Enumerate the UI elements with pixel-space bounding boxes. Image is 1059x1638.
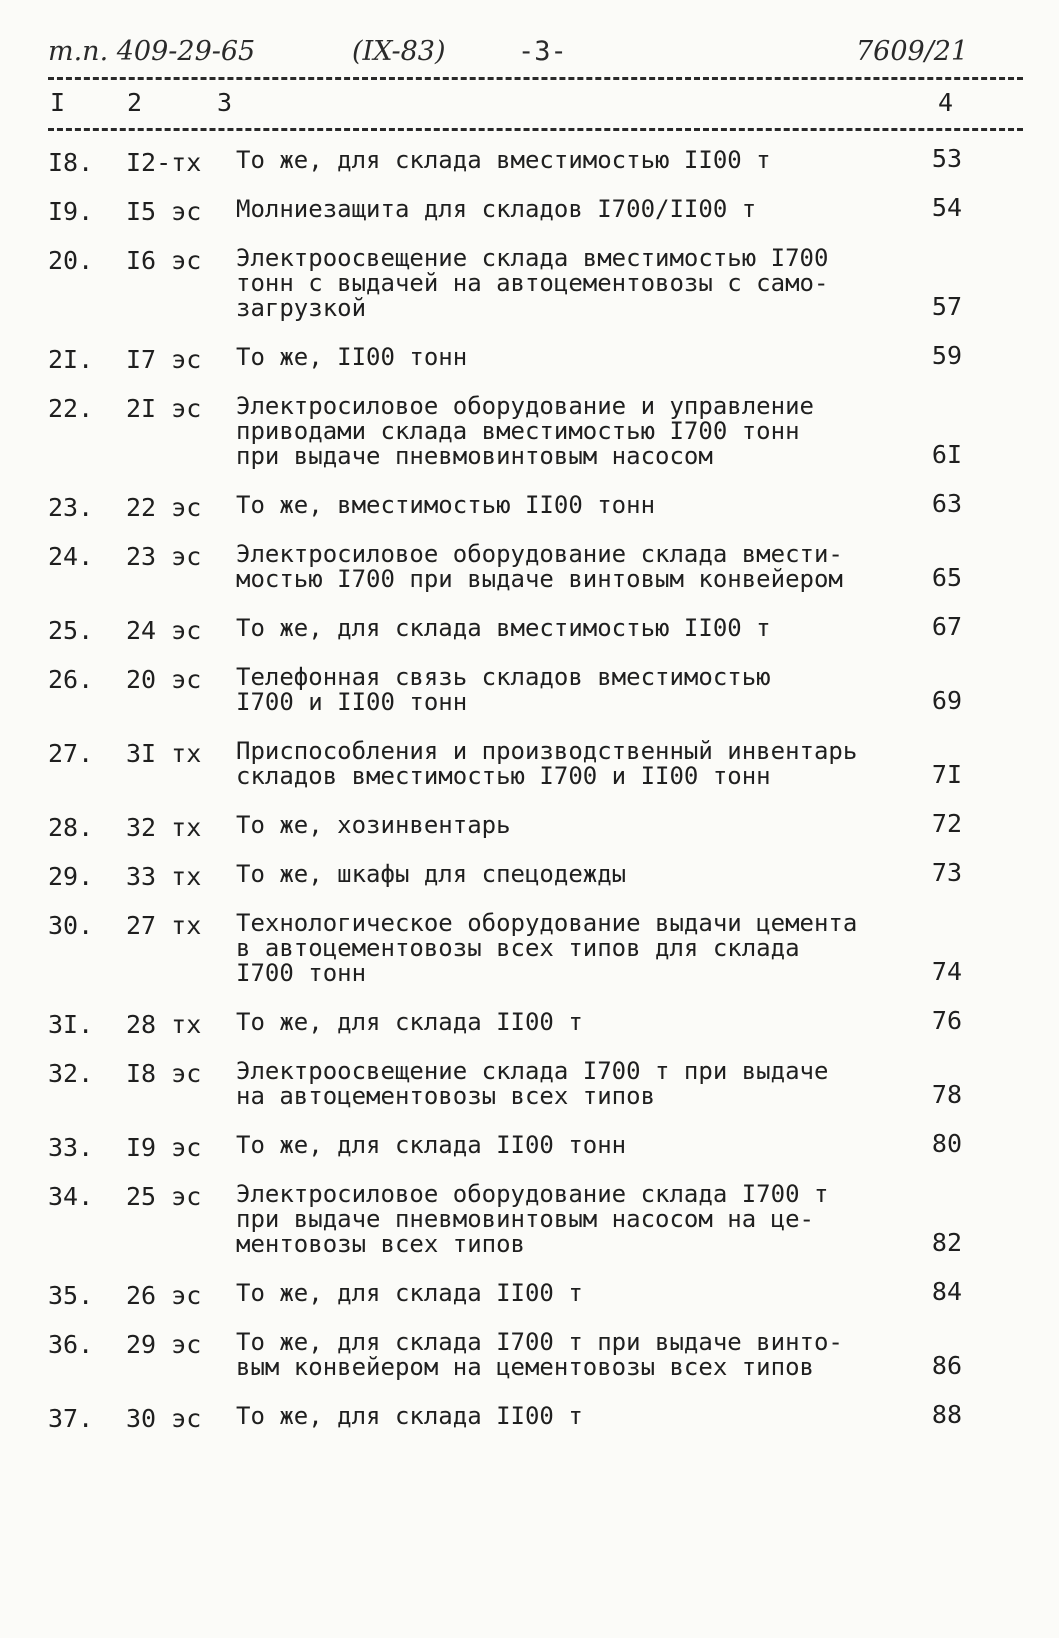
description-line: То же, для склада II00 т bbox=[236, 1402, 583, 1430]
row-number: 29. bbox=[48, 862, 94, 891]
row-number: 25. bbox=[48, 616, 94, 645]
description-line: в автоцементовозы всех типов для склада bbox=[236, 934, 800, 962]
description-line: То же, II00 тонн bbox=[236, 343, 468, 371]
row-number: 3I. bbox=[48, 1010, 94, 1039]
row-number: 27. bbox=[48, 739, 94, 768]
doc-code: т.п. 409-29-65 bbox=[48, 36, 256, 67]
description-line: То же, для склада I700 т при выдаче винто- bbox=[236, 1328, 843, 1356]
row-description bbox=[236, 616, 926, 641]
page-ref: 7I bbox=[931, 760, 962, 789]
table-row bbox=[48, 809, 968, 842]
description-line: То же, хозинвентарь bbox=[236, 811, 511, 839]
row-description bbox=[236, 1404, 926, 1429]
row-description bbox=[236, 911, 926, 986]
page-ref: 54 bbox=[931, 193, 962, 222]
page-ref: 65 bbox=[931, 563, 962, 592]
page-number: -3- bbox=[518, 36, 567, 67]
sheet-code: 33 тх bbox=[126, 862, 202, 891]
description-line: Электроосвещение склада I700 т при выдаче bbox=[236, 1057, 829, 1085]
description-line: при выдаче пневмовинтовым насосом на це- bbox=[236, 1205, 814, 1233]
row-number: 33. bbox=[48, 1133, 94, 1162]
page-ref: 53 bbox=[931, 144, 962, 173]
description-line: То же, шкафы для спецодежды bbox=[236, 860, 627, 888]
page-ref: 88 bbox=[931, 1400, 962, 1429]
column-header-2: 2 bbox=[127, 88, 143, 117]
page-ref: 63 bbox=[931, 489, 962, 518]
row-description bbox=[236, 493, 926, 518]
table-row bbox=[48, 858, 968, 891]
sheet-code: 20 эс bbox=[126, 665, 202, 694]
row-number: 2I. bbox=[48, 345, 94, 374]
row-number: 35. bbox=[48, 1281, 94, 1310]
page-ref: 82 bbox=[931, 1228, 962, 1257]
description-line: То же, для склада вместимостью II00 т bbox=[236, 146, 771, 174]
description-line: I700 тонн bbox=[236, 959, 367, 987]
row-number: 23. bbox=[48, 493, 94, 522]
table-row bbox=[48, 1059, 968, 1109]
row-description bbox=[236, 1133, 926, 1158]
description-line: Молниезащита для складов I700/II00 т bbox=[236, 195, 757, 223]
row-description bbox=[236, 1010, 926, 1035]
table-row bbox=[48, 1277, 968, 1310]
page-ref: 84 bbox=[931, 1277, 962, 1306]
table-row bbox=[48, 1006, 968, 1039]
row-description bbox=[236, 1281, 926, 1306]
description-line: I700 и II00 тонн bbox=[236, 688, 468, 716]
description-line: складов вместимостью I700 и II00 тонн bbox=[236, 762, 771, 790]
description-line: Электросиловое оборудование склада I700 т bbox=[236, 1180, 829, 1208]
row-number: 34. bbox=[48, 1182, 94, 1211]
table-row bbox=[48, 1129, 968, 1162]
table-row bbox=[48, 1400, 968, 1433]
sheet-code: 32 тх bbox=[126, 813, 202, 842]
page-ref: 57 bbox=[931, 292, 962, 321]
table-row bbox=[48, 1330, 968, 1380]
description-line: Электросиловое оборудование склада вмести- bbox=[236, 540, 843, 568]
column-header-1: I bbox=[50, 88, 66, 117]
table-row bbox=[48, 144, 968, 177]
sheet-code: I7 эс bbox=[126, 345, 202, 374]
description-line: Электросиловое оборудование и управление bbox=[236, 392, 814, 420]
contents-table bbox=[48, 144, 968, 1453]
description-line: То же, для склада II00 т bbox=[236, 1279, 583, 1307]
row-number: 24. bbox=[48, 542, 94, 571]
column-header-3: 3 bbox=[217, 88, 233, 117]
description-line: тонн с выдачей на автоцементовозы с само- bbox=[236, 269, 829, 297]
sheet-code: 30 эс bbox=[126, 1404, 202, 1433]
sheet-code: I5 эс bbox=[126, 197, 202, 226]
row-description bbox=[236, 739, 926, 789]
table-row bbox=[48, 911, 968, 986]
doc-date: (IX-83) bbox=[352, 36, 446, 67]
page-ref: 6I bbox=[931, 440, 962, 469]
page-ref: 59 bbox=[931, 341, 962, 370]
table-row bbox=[48, 246, 968, 321]
page-ref: 80 bbox=[931, 1129, 962, 1158]
table-row bbox=[48, 1182, 968, 1257]
row-number: 22. bbox=[48, 394, 94, 423]
description-line: при выдаче пневмовинтовым насосом bbox=[236, 442, 713, 470]
sheet-code: 2I эс bbox=[126, 394, 202, 423]
description-line: ментовозы всех типов bbox=[236, 1230, 525, 1258]
table-row bbox=[48, 193, 968, 226]
dashed-rule-header bbox=[48, 128, 1023, 131]
sheet-code: 27 тх bbox=[126, 911, 202, 940]
row-description bbox=[236, 813, 926, 838]
page-ref: 73 bbox=[931, 858, 962, 887]
row-description bbox=[236, 1059, 926, 1109]
sheet-code: I8 эс bbox=[126, 1059, 202, 1088]
row-description bbox=[236, 862, 926, 887]
row-description bbox=[236, 1330, 926, 1380]
dashed-rule-top bbox=[48, 77, 1023, 80]
sheet-code: I6 эс bbox=[126, 246, 202, 275]
page-ref: 69 bbox=[931, 686, 962, 715]
description-line: То же, вместимостью II00 тонн bbox=[236, 491, 656, 519]
description-line: То же, для склада II00 тонн bbox=[236, 1131, 627, 1159]
sheet-code: 25 эс bbox=[126, 1182, 202, 1211]
table-row bbox=[48, 394, 968, 469]
description-line: вым конвейером на цементовозы всех типов bbox=[236, 1353, 814, 1381]
row-description bbox=[236, 665, 926, 715]
description-line: на автоцементовозы всех типов bbox=[236, 1082, 656, 1110]
row-description bbox=[236, 394, 926, 469]
table-row bbox=[48, 665, 968, 715]
row-description bbox=[236, 197, 926, 222]
sheet-code: I9 эс bbox=[126, 1133, 202, 1162]
row-number: 30. bbox=[48, 911, 94, 940]
description-line: То же, для склада вместимостью II00 т bbox=[236, 614, 771, 642]
sheet-code: 28 тх bbox=[126, 1010, 202, 1039]
description-line: Электроосвещение склада вместимостью I700 bbox=[236, 244, 829, 272]
description-line: мостью I700 при выдаче винтовым конвейером bbox=[236, 565, 843, 593]
row-description bbox=[236, 246, 926, 321]
page-ref: 72 bbox=[931, 809, 962, 838]
page-ref: 86 bbox=[931, 1351, 962, 1380]
description-line: То же, для склада II00 т bbox=[236, 1008, 583, 1036]
description-line: приводами склада вместимостью I700 тонн bbox=[236, 417, 800, 445]
page-ref: 78 bbox=[931, 1080, 962, 1109]
page-ref: 74 bbox=[931, 957, 962, 986]
table-row bbox=[48, 739, 968, 789]
sheet-code: I2-тх bbox=[126, 148, 202, 177]
sheet-code: 23 эс bbox=[126, 542, 202, 571]
description-line: Телефонная связь складов вместимостью bbox=[236, 663, 771, 691]
row-number: I8. bbox=[48, 148, 94, 177]
row-number: 26. bbox=[48, 665, 94, 694]
page-ref: 67 bbox=[931, 612, 962, 641]
row-description bbox=[236, 148, 926, 173]
table-row bbox=[48, 612, 968, 645]
row-number: I9. bbox=[48, 197, 94, 226]
doc-number: 7609/21 bbox=[856, 36, 969, 67]
row-number: 32. bbox=[48, 1059, 94, 1088]
row-number: 37. bbox=[48, 1404, 94, 1433]
column-header-4: 4 bbox=[938, 88, 954, 117]
table-row bbox=[48, 542, 968, 592]
table-row bbox=[48, 341, 968, 374]
row-description bbox=[236, 542, 926, 592]
sheet-code: 24 эс bbox=[126, 616, 202, 645]
page-ref: 76 bbox=[931, 1006, 962, 1035]
sheet-code: 3I тх bbox=[126, 739, 202, 768]
description-line: Технологическое оборудование выдачи цемента bbox=[236, 909, 858, 937]
sheet-code: 29 эс bbox=[126, 1330, 202, 1359]
row-description bbox=[236, 345, 926, 370]
sheet-code: 26 эс bbox=[126, 1281, 202, 1310]
row-number: 36. bbox=[48, 1330, 94, 1359]
sheet-code: 22 эс bbox=[126, 493, 202, 522]
row-number: 28. bbox=[48, 813, 94, 842]
description-line: загрузкой bbox=[236, 294, 367, 322]
row-description bbox=[236, 1182, 926, 1257]
row-number: 20. bbox=[48, 246, 94, 275]
table-row bbox=[48, 489, 968, 522]
description-line: Приспособления и производственный инвентарь bbox=[236, 737, 858, 765]
